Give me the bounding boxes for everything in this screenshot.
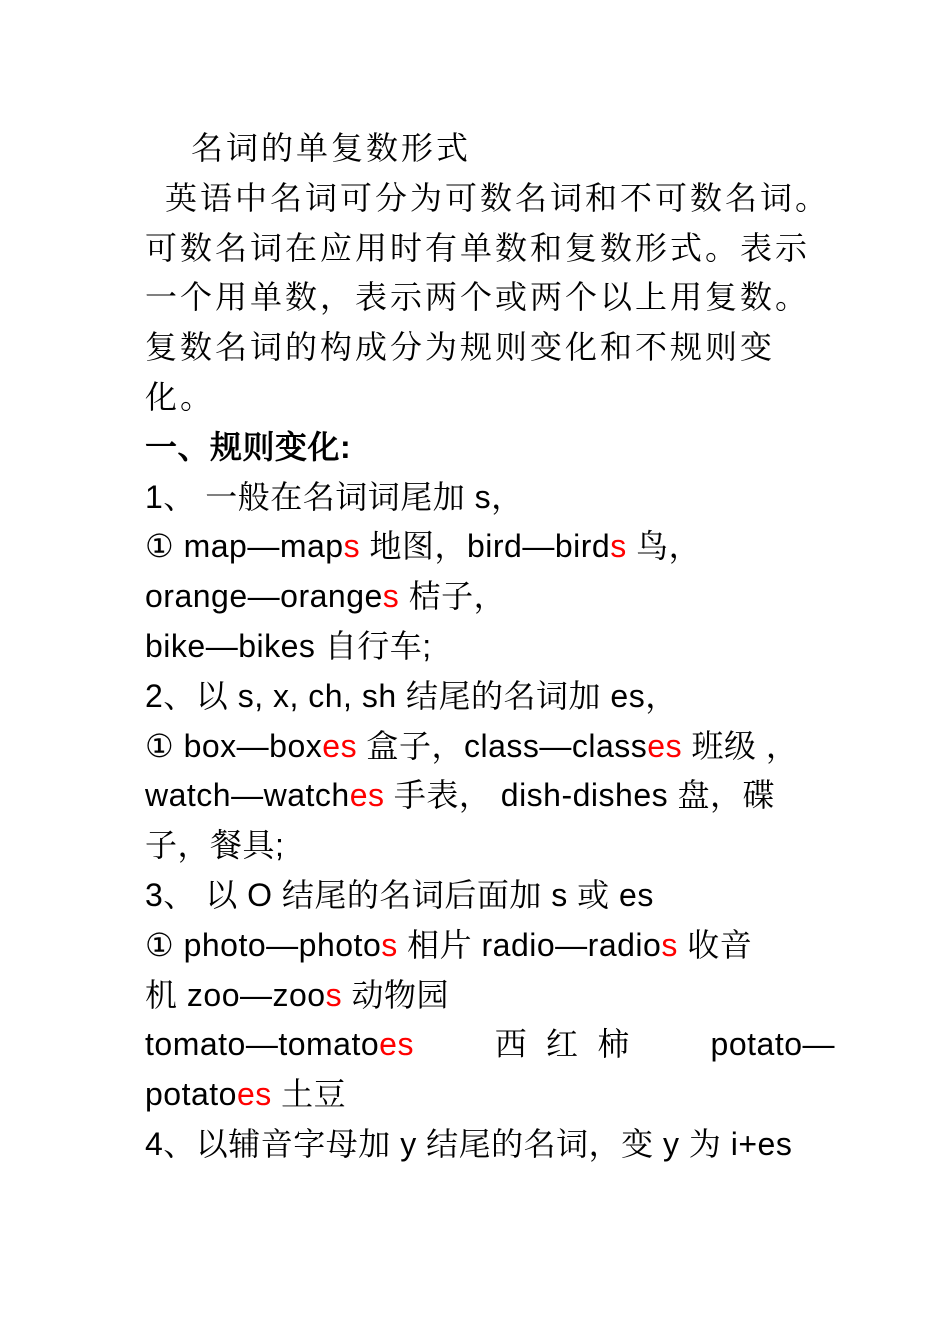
text-group: [145, 1020, 414, 1070]
rule-3-example-2: [145, 971, 835, 1021]
text-segment: 手表， dish-dishes 盘，碟: [384, 777, 776, 814]
text-segment: 机 zoo—zoo: [145, 976, 326, 1013]
plural-suffix: s: [661, 926, 678, 963]
text-segment: tomato—tomato: [145, 1026, 380, 1063]
text-segment: 桔子，: [399, 578, 507, 615]
rule-3-example-1: [145, 921, 835, 971]
plural-suffix: s: [610, 528, 627, 565]
rule-2-example-1: [145, 722, 835, 772]
document-title: 名词的单复数形式: [191, 129, 472, 167]
text-segment: orange—orange: [145, 578, 383, 615]
plural-suffix: s: [343, 528, 361, 565]
plural-suffix: es: [379, 1026, 414, 1063]
text-segment: potato: [145, 1076, 237, 1113]
rule-1-example-2: [145, 572, 835, 622]
text-segment: 地图，bird—bird: [360, 528, 611, 565]
document-body: [145, 124, 835, 1170]
plural-suffix: es: [322, 727, 358, 764]
text-segment: 相片 radio—radio: [397, 926, 662, 963]
plural-suffix: es: [236, 1076, 272, 1113]
text-segment: 西 红 柿: [494, 1026, 630, 1063]
intro-line-4: 复数名词的构成分为规则变化和不规则变: [145, 328, 776, 367]
rule-2-label: 2、以 s, x, ch, sh 结尾的名词加 es，: [145, 677, 678, 714]
text-segment: 班级 ，: [682, 727, 799, 764]
intro-line-3: 一个用单数，表示两个或两个以上用复数。: [145, 278, 811, 317]
rule-3-example-4: [145, 1070, 835, 1120]
rule-4-label: 4、以辅音字母加 y 结尾的名词，变 y 为 i+es: [145, 1125, 793, 1162]
text-segment: 鸟，: [626, 528, 702, 565]
section-heading: 一、规则变化:: [145, 428, 352, 465]
rule-3-label: 3、 以 O 结尾的名词后面加 s 或 es: [145, 876, 654, 913]
plural-suffix: s: [325, 976, 343, 1013]
text-segment: 盒子，class—class: [357, 727, 648, 764]
rule-2-example-3: 子，餐具;: [145, 827, 285, 864]
text-segment: ① map—map: [145, 528, 344, 565]
text-segment: 土豆: [271, 1076, 347, 1113]
plural-suffix: es: [349, 777, 385, 814]
plural-suffix: es: [647, 727, 683, 764]
rule-1-label: 1、 一般在名词词尾加 s，: [145, 478, 524, 515]
text-segment: ① box—box: [145, 727, 323, 764]
intro-line-2: 可数名词在应用时有单数和复数形式。表示: [145, 228, 811, 267]
text-segment: potato—: [710, 1026, 835, 1063]
intro-line-1: 英语中名词可分为可数名词和不可数名词。: [165, 178, 831, 217]
intro-line-5: 化。: [145, 377, 216, 416]
text-segment: 动物园: [342, 976, 449, 1013]
rule-3-example-3: [145, 1020, 835, 1070]
text-segment: ① photo—photo: [145, 926, 382, 963]
rule-2-example-2: [145, 771, 835, 821]
rule-1-example-1: [145, 522, 835, 572]
rule-1-example-3: bike—bikes 自行车;: [145, 627, 432, 664]
plural-suffix: s: [382, 578, 400, 615]
plural-suffix: s: [381, 926, 398, 963]
text-segment: watch—watch: [145, 777, 350, 814]
text-segment: 收音: [677, 926, 753, 963]
